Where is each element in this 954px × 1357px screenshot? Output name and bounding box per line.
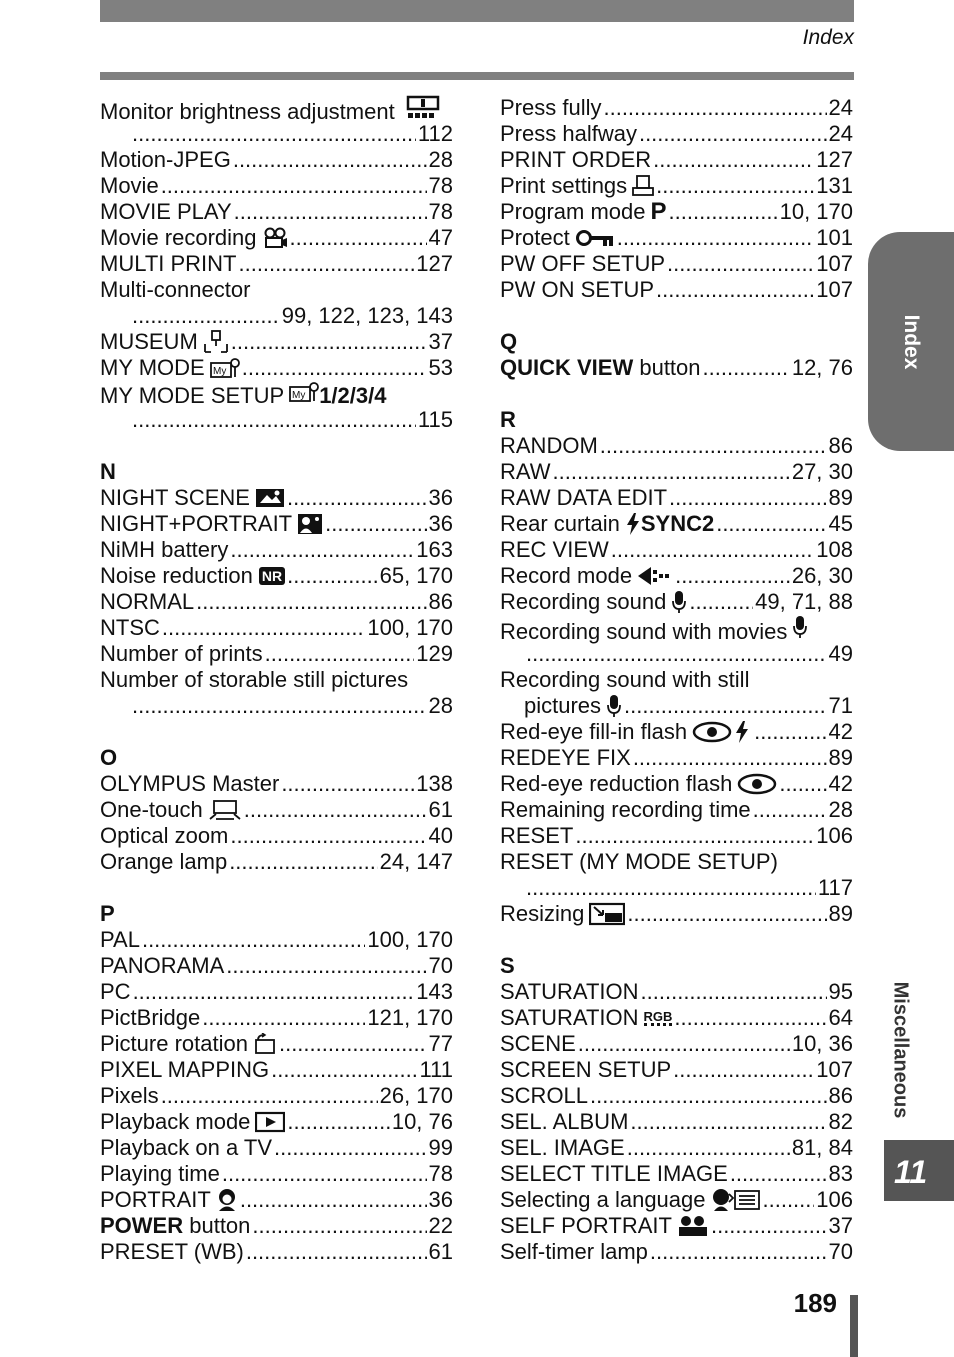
index-entry: Selecting a language ..... 106 [500, 1187, 853, 1213]
index-entry: Number of prints ..... 129 [100, 641, 453, 667]
index-entry: ..... 117 [500, 875, 853, 901]
index-entry: Press fully ..... 24 [500, 95, 853, 121]
index-entry: Recording sound with still [500, 667, 750, 692]
section-letter: S [500, 953, 515, 978]
header-rule [100, 72, 854, 80]
index-entry: RANDOM ..... 86 [500, 433, 853, 459]
microphone-icon [671, 590, 687, 614]
chapter-number-badge: 11 [884, 1140, 954, 1201]
playback-icon [255, 1111, 285, 1133]
index-entry: NiMH battery ..... 163 [100, 537, 453, 563]
index-entry: SCREEN SETUP ..... 107 [500, 1057, 853, 1083]
index-entry: SELF PORTRAIT ..... 37 [500, 1213, 853, 1239]
page-header: Index [802, 26, 854, 49]
flash-icon [625, 512, 641, 536]
microphone-icon [792, 615, 808, 639]
index-entry: Motion-JPEG ..... 28 [100, 147, 453, 173]
movie-camera-icon [262, 227, 288, 249]
miscellaneous-tab: Miscellaneous [889, 981, 912, 1119]
index-entry: Record mode ..... 26, 30 [500, 563, 853, 589]
section-letter: Q [500, 329, 518, 354]
page-number: 189 [793, 1288, 837, 1318]
index-entry: Red-eye reduction flash ..... 42 [500, 771, 853, 797]
program-mode-icon: P [650, 198, 667, 225]
index-entry: Playing time ..... 78 [100, 1161, 453, 1187]
section-letter: O [100, 745, 118, 770]
index-entry: Noise reduction NR ..... 65, 170 [100, 563, 453, 589]
index-entry: RAW ..... 27, 30 [500, 459, 853, 485]
monitor-brightness-icon [406, 95, 440, 119]
index-entry: Playback on a TV ..... 99 [100, 1135, 453, 1161]
index-entry: SELECT TITLE IMAGE ..... 83 [500, 1161, 853, 1187]
index-entry: PRINT ORDER ..... 127 [500, 147, 853, 173]
index-entry: OLYMPUS Master ..... 138 [100, 771, 453, 797]
index-entry: MULTI PRINT ..... 127 [100, 251, 453, 277]
index-entry: Movie recording ..... 47 [100, 225, 453, 251]
index-entry: REC VIEW ..... 108 [500, 537, 853, 563]
record-mode-icon [637, 565, 673, 587]
index-entry: SATURATION ..... 95 [500, 979, 853, 1005]
my-mode-icon [289, 381, 319, 403]
index-entry: POWER button ..... 22 [100, 1213, 453, 1239]
night-portrait-icon [297, 513, 323, 535]
noise-reduction-icon: NR [259, 567, 285, 585]
index-entry: SCENE ..... 10, 36 [500, 1031, 853, 1057]
index-entry: SEL. IMAGE ..... 81, 84 [500, 1135, 853, 1161]
index-entry: Pixels ..... 26, 170 [100, 1083, 453, 1109]
section-letter: P [100, 901, 115, 926]
rgb-icon: RGB [643, 1009, 673, 1024]
index-entry: SEL. ALBUM ..... 82 [500, 1109, 853, 1135]
microphone-icon [606, 694, 622, 718]
index-column-left [100, 95, 453, 1265]
night-scene-icon [255, 487, 285, 509]
index-entry: Optical zoom ..... 40 [100, 823, 453, 849]
index-entry: MOVIE PLAY ..... 78 [100, 199, 453, 225]
index-entry: ..... 99, 122, 123, 143 [100, 303, 453, 329]
svg-text:My: My [212, 366, 227, 377]
self-portrait-icon [677, 1215, 709, 1237]
index-entry: NORMAL ..... 86 [100, 589, 453, 615]
index-entry: PW OFF SETUP ..... 107 [500, 251, 853, 277]
index-entry: SATURATION RGB ..... 64 [500, 1005, 853, 1031]
index-entry: PORTRAIT ..... 36 [100, 1187, 453, 1213]
index-entry: PW ON SETUP ..... 107 [500, 277, 853, 303]
index-entry: SCROLL ..... 86 [500, 1083, 853, 1109]
my-mode-icon [210, 357, 240, 379]
index-entry: RAW DATA EDIT ..... 89 [500, 485, 853, 511]
index-entry: PC ..... 143 [100, 979, 453, 1005]
index-entry: Movie ..... 78 [100, 173, 453, 199]
index-entry: ..... 49 [500, 641, 853, 667]
redeye-fill-in-flash-icon [692, 720, 752, 744]
section-letter: N [100, 459, 116, 484]
print-icon [632, 175, 654, 197]
top-bar [100, 0, 854, 22]
rotation-icon [253, 1033, 277, 1055]
index-entry: Rear curtain SYNC2 ..... 45 [500, 511, 853, 537]
index-entry: Recording sound with movies [500, 615, 853, 641]
section-letter: R [500, 407, 516, 432]
index-entry: RESET (MY MODE SETUP) [500, 849, 778, 874]
index-entry: Protect ..... 101 [500, 225, 853, 251]
key-icon [575, 228, 615, 248]
museum-icon [203, 330, 229, 354]
index-entry: ..... 112 [100, 121, 453, 147]
index-entry: pictures ..... 71 [500, 693, 853, 719]
index-entry: NIGHT+PORTRAIT ..... 36 [100, 511, 453, 537]
index-entry: NTSC ..... 100, 170 [100, 615, 453, 641]
index-entry: Resizing ..... 89 [500, 901, 853, 927]
index-entry: ..... 28 [100, 693, 453, 719]
index-entry: MUSEUM ..... 37 [100, 329, 453, 355]
index-entry: ..... 115 [100, 407, 453, 433]
index-entry: PAL ..... 100, 170 [100, 927, 453, 953]
index-entry: Red-eye fill-in flash ..... 42 [500, 719, 853, 745]
index-entry: MY MODE My ..... 53 [100, 355, 453, 381]
portrait-icon [216, 1188, 238, 1212]
index-entry: Program mode P ..... 10, 170 [500, 199, 853, 225]
language-icon [711, 1188, 761, 1212]
index-entry: REDEYE FIX ..... 89 [500, 745, 853, 771]
redeye-reduction-icon [737, 772, 777, 796]
index-entry: PictBridge ..... 121, 170 [100, 1005, 453, 1031]
index-entry: Playback mode ..... 10, 76 [100, 1109, 453, 1135]
svg-text:My: My [292, 390, 306, 401]
index-entry: Picture rotation ..... 77 [100, 1031, 453, 1057]
index-entry: Self-timer lamp ..... 70 [500, 1239, 853, 1265]
index-entry: Recording sound ..... 49, 71, 88 [500, 589, 853, 615]
index-entry: RESET ..... 106 [500, 823, 853, 849]
index-tab: Index [868, 232, 954, 451]
index-entry: Number of storable still pictures [100, 667, 409, 692]
index-entry: PANORAMA ..... 70 [100, 953, 453, 979]
index-entry: Orange lamp ..... 24, 147 [100, 849, 453, 875]
index-entry: QUICK VIEW button ..... 12, 76 [500, 355, 853, 381]
index-entry: Multi-connector [100, 277, 251, 302]
index-entry: Press halfway ..... 24 [500, 121, 853, 147]
index-entry: NIGHT SCENE ..... 36 [100, 485, 453, 511]
index-column-right [500, 95, 853, 1265]
resize-icon [589, 902, 625, 926]
index-entry: PIXEL MAPPING ..... 111 [100, 1057, 453, 1083]
index-entry: One-touch ..... 61 [100, 797, 453, 823]
one-touch-wb-icon [208, 799, 242, 821]
index-entry: Monitor brightness adjustment [100, 95, 453, 121]
page-edge-bar [850, 1295, 858, 1357]
index-entry: MY MODE SETUP My 1/2/3/4 [100, 383, 387, 408]
index-entry: PRESET (WB) ..... 61 [100, 1239, 453, 1265]
index-entry: Remaining recording time ..... 28 [500, 797, 853, 823]
index-entry: Print settings ..... 131 [500, 173, 853, 199]
